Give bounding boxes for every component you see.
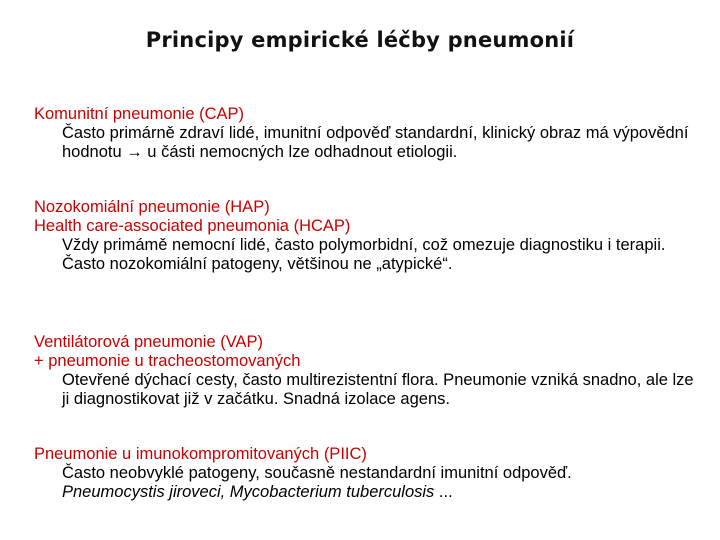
section-body: Často primárně zdraví lidé, imunitní odpověď standardní, klinický obraz má výpovědní hodnotu → u části nemocných lze odhadnout etiologii. (62, 124, 689, 161)
ellipsis-text: ... (434, 483, 453, 501)
section-heading: Ventilátorová pneumonie (VAP) (34, 333, 263, 351)
section-vap (34, 333, 704, 409)
slide-title: Principy empirické léčby pneumonií (145, 28, 575, 52)
section-body: Otevřené dýchací cesty, často multirezistentní flora. Pneumonie vzniká snadno, ale lze ji diagnostikovat již v začátku. Snadná izolace agens. (62, 371, 694, 408)
section-body: Vždy primámě nemocní lidé, často polymorbidní, což omezuje diagnostiku i terapii. Často nozokomiální patogeny, většinou ne „atypické“. (62, 236, 666, 273)
section-cap (34, 105, 704, 162)
section-heading: Nozokomiální pneumonie (HAP) (34, 198, 270, 216)
section-piic (34, 445, 704, 502)
pathogen-names: Pneumocystis jiroveci, Mycobacterium tuberculosis (62, 483, 435, 501)
section-body-text: Často neobvyklé patogeny, současně nestandardní imunitní odpověď. (62, 464, 572, 482)
section-heading-sub: Health care-associated pneumonia (HCAP) (34, 217, 351, 235)
section-heading-sub: + pneumonie u tracheostomovaných (34, 352, 301, 370)
section-heading: Pneumonie u imunokompromitovaných (PIIC) (34, 445, 367, 463)
section-body (34, 464, 704, 502)
section-hap (34, 198, 704, 274)
section-heading: Komunitní pneumonie (CAP) (34, 105, 245, 123)
